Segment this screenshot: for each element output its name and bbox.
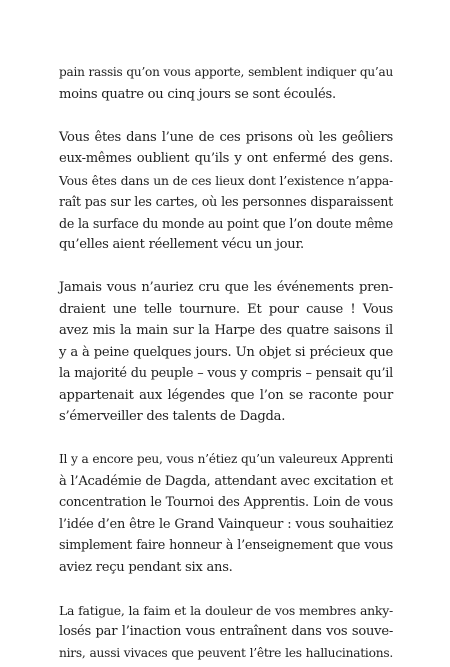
text-line: Jamais vous n’auriez cru que les événements pren-	[59, 280, 393, 295]
paragraph-3	[59, 277, 393, 428]
text-line: eux-mêmes oublient qu’ils y ont enfermé des gens.	[59, 151, 393, 166]
text-line: moins quatre ou cinq jours se sont écoulés.	[59, 86, 336, 102]
text-line: l’idée d’en être le Grand Vainqueur : vous souhaitiez	[59, 516, 393, 532]
text-line: Vous êtes dans un de ces lieux dont l’existence n’appa-	[59, 172, 393, 188]
paragraph-4	[59, 449, 393, 578]
text-line: losés par l’inaction vous entraînent dans vos souve-	[59, 624, 393, 639]
text-line: Vous êtes dans l’une de ces prisons où les geôliers	[59, 129, 393, 145]
book-page	[59, 62, 393, 664]
text-line: La fatigue, la faim et la douleur de vos membres anky-	[59, 602, 393, 618]
text-line: concentration le Tournoi des Apprentis. Loin de vous	[59, 495, 393, 510]
text-line: aviez reçu pendant six ans.	[59, 559, 233, 575]
text-line: s’émerveiller des talents de Dagda.	[59, 409, 286, 424]
text-line: simplement faire honneur à l’enseignement que vous	[59, 538, 393, 553]
text-line: Il y a encore peu, vous n’étiez qu’un valeureux Apprenti	[59, 452, 393, 466]
paragraph-2	[59, 127, 393, 256]
text-line: de la surface du monde au point que l’on doute même	[59, 215, 393, 231]
paragraph-5	[59, 600, 393, 665]
text-line: à l’Académie de Dagda, attendant avec excitation et	[59, 473, 393, 489]
text-line: la majorité du peuple – vous y compris – pensait qu’il	[59, 366, 393, 381]
text-line: pain rassis qu’on vous apporte, semblent indiquer qu’au	[59, 65, 393, 79]
text-line: qu’elles aient réellement vécu un jour.	[59, 237, 304, 252]
text-line: avez mis la main sur la Harpe des quatre saisons il	[59, 323, 393, 338]
text-line: draient une telle tournure. Et pour cause ! Vous	[59, 301, 393, 317]
text-line: raît pas sur les cartes, où les personnes disparaissent	[59, 194, 393, 209]
text-line: nirs, aussi vivaces que peuvent l’être les hallucinations.	[59, 645, 393, 660]
paragraph-1	[59, 62, 393, 105]
text-line: appartenait aux légendes que l’on se raconte pour	[59, 387, 393, 403]
text-line: y a à peine quelques jours. Un objet si précieux que	[59, 344, 393, 360]
